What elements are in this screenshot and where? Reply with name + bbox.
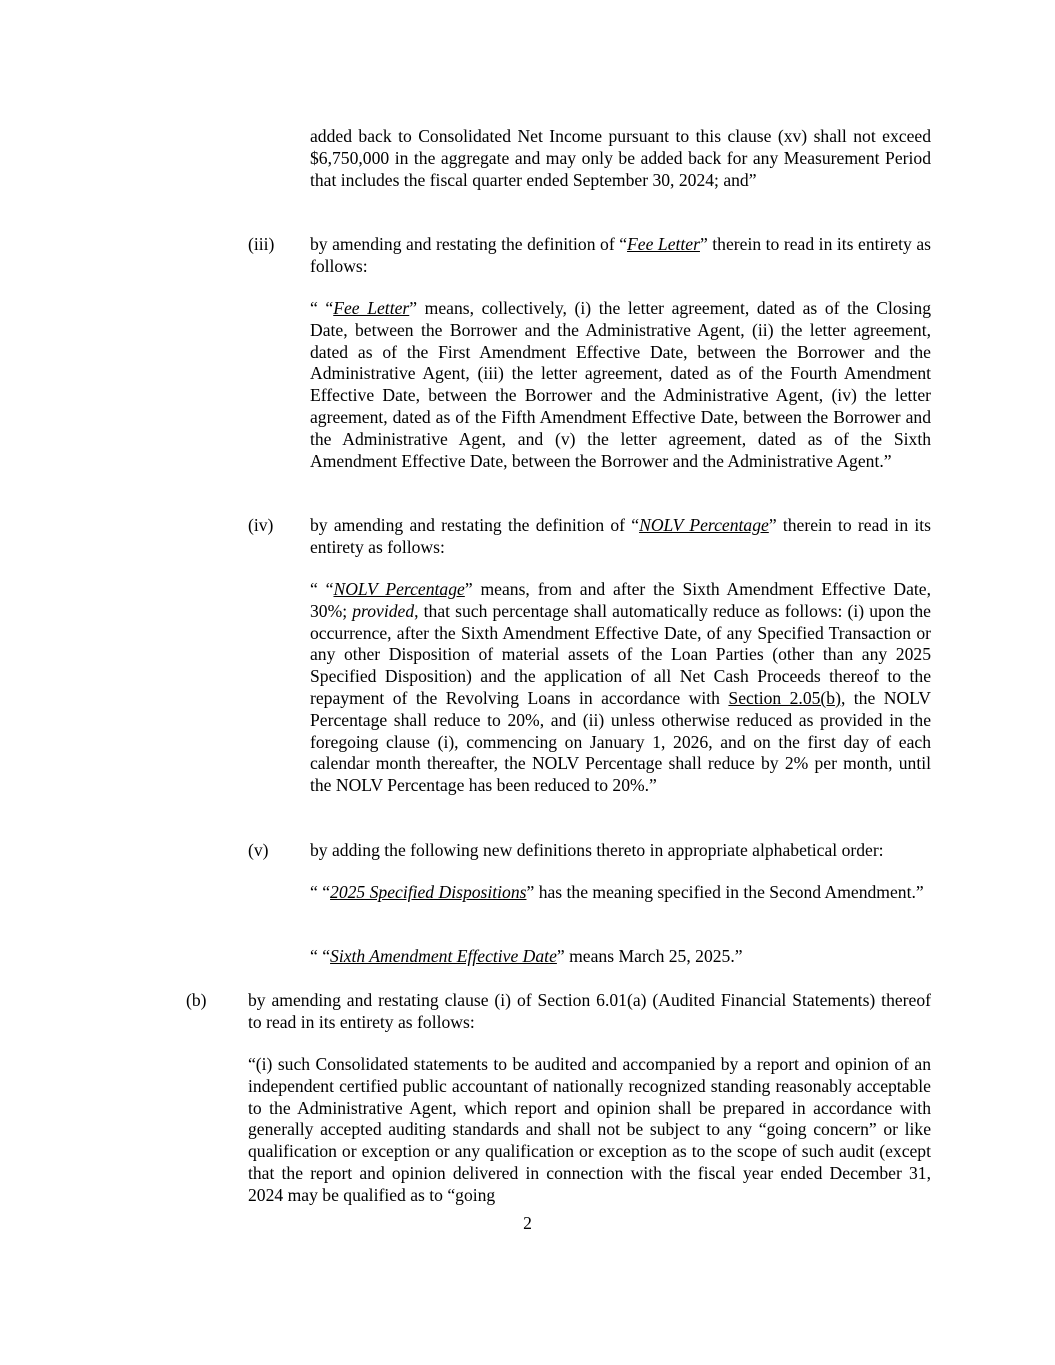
item-iii-intro-text-a: by amending and restating the definition of “: [310, 234, 628, 254]
nolv-def-term: NOLV Percentage: [333, 579, 465, 599]
sixth-amendment-date-term: Sixth Amendment Effective Date: [330, 946, 557, 966]
fee-letter-definition: [310, 298, 931, 472]
continuation-paragraph: added back to Consolidated Net Income pursuant to this clause (xv) shall not exceed $6,750,000 in the aggregate and may only be added back for any Measurement Period that includes the fiscal quarter ended September 30, 2024; and”: [310, 126, 931, 190]
nolv-def-text-c: , the NOLV Percentage shall reduce to 20%, and (ii) unless otherwise reduced as provided in the foregoing clause (i), commencing on January 1, 2026, and on the first day of each calendar month thereafter, the NOLV Percentage shall reduce by 2% per month, until the NOLV Percentage has been reduced to 20%.”: [310, 687, 931, 796]
item-iv-intro-text-b: ” therein to read in its entirety as follows:: [310, 515, 931, 557]
specified-dispositions-term: 2025 Specified Dispositions: [330, 882, 527, 902]
page-number: 2: [523, 1213, 532, 1233]
fee-letter-def-text: ” means, collectively, (i) the letter agreement, dated as of the Closing Date, between the Borrower and the Administrative Agent, (ii) the letter agreement, dated as of the First Amendment Effective Date, between the Borrower and the Administrative Agent, (iii) the letter agreement, dated as of the Fourth Amendment Effective Date, between the Borrower and the Administrative Agent, (iv) the letter agreement, dated as of the Fifth Amendment Effective Date, between the Borrower and the Administrative Agent, and (v) the letter agreement, dated as of the Sixth Amendment Effective Date, between the Borrower and the Administrative Agent.”: [310, 298, 931, 471]
nolv-percentage-definition: [310, 579, 931, 797]
provided-word: provided: [352, 600, 415, 621]
fee-letter-def-term: Fee Letter: [333, 298, 410, 318]
item-label-b: (b): [186, 990, 207, 1010]
audited-statements-quote: “(i) such Consolidated statements to be audited and accompanied by a report and opinion of an independent certified public accountant of nationally recognized standing reasonably acceptable to the Administrative Agent, which report and opinion shall be prepared in accordance with generally accepted auditing standards and shall not be subject to any “going concern” or like qualification or exception or any qualification or exception as to the scope of such audit (except that the report and opinion delivered in connection with the fiscal year ended December 31, 2024 may be qualified as to “going: [248, 1054, 931, 1205]
item-label-iv: (iv): [248, 515, 274, 535]
item-b-intro: by amending and restating clause (i) of Section 6.01(a) (Audited Financial Statements) thereof to read in its entirety as follows:: [248, 990, 931, 1032]
nolv-percentage-term: NOLV Percentage: [639, 515, 769, 535]
sixth-amendment-date-definition: [310, 946, 931, 968]
item-iii-intro: [310, 234, 931, 278]
item-iv-intro-text-a: by amending and restating the definition of “: [310, 515, 640, 535]
item-iv-intro: [310, 515, 931, 559]
item-v-intro: by adding the following new definitions thereto in appropriate alphabetical order:: [310, 840, 884, 860]
item-label-v: (v): [248, 840, 269, 860]
item-label-iii: (iii): [248, 234, 275, 254]
fee-letter-term: Fee Letter: [627, 234, 700, 254]
nolv-def-text-b: , that such percentage shall automatically reduce as follows: (i) upon the occurrence, after the Sixth Amendment Effective Date, of any Specified Transaction or any other Disposition of material assets of the Loan Parties (other than any 2025 Specified Disposition) and the application of all Net Cash Proceeds thereof to the repayment of the Revolving Loans in accordance with: [310, 600, 931, 708]
specified-dispositions-text: ” has the meaning specified in the Second Amendment.”: [526, 882, 924, 902]
def-open-quote: “ “: [310, 946, 331, 966]
item-iii-intro-text-b: ” therein to read in its entirety as follows:: [310, 234, 931, 276]
sixth-amendment-date-text: ” means March 25, 2025.”: [556, 946, 743, 966]
def-open-quote: “ “: [310, 882, 331, 902]
def-open-quote: “ “: [310, 298, 334, 318]
specified-dispositions-definition: [310, 882, 931, 904]
def-open-quote: “ “: [310, 579, 334, 599]
section-reference: Section 2.05(b): [728, 687, 841, 708]
nolv-def-text-a: ” means, from and after the Sixth Amendment Effective Date, 30%;: [310, 579, 931, 621]
